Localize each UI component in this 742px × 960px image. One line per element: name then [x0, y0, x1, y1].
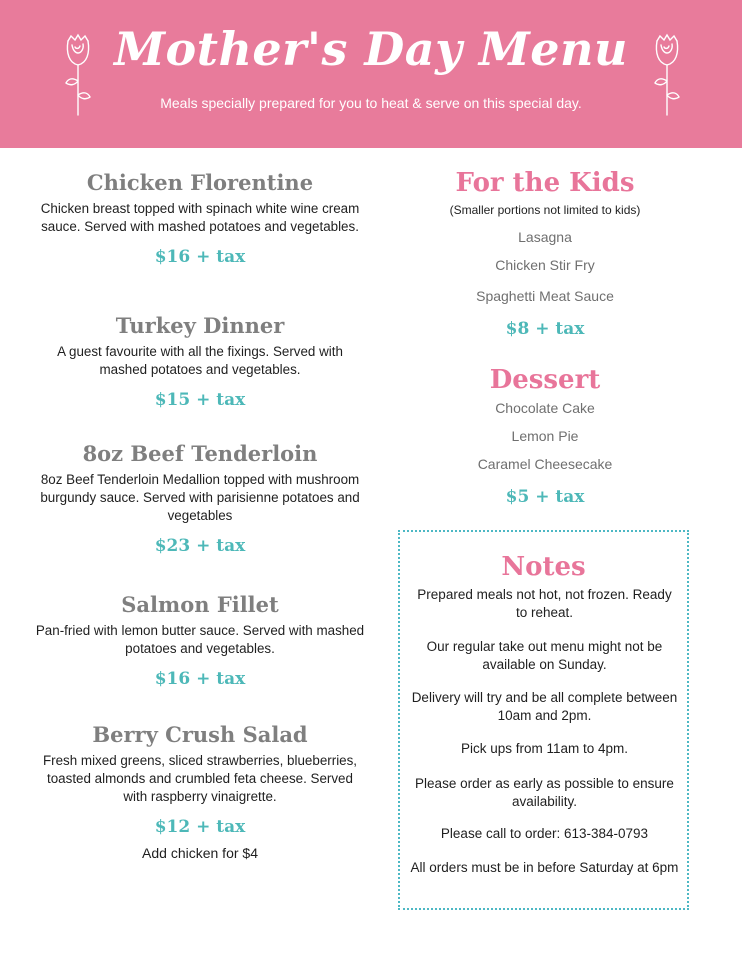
menu-item-description: A guest favourite with all the fixings. Served with mashed potatoes and vegetables. — [57, 344, 343, 377]
note-item: Delivery will try and be all complete between 10am and 2pm. — [411, 690, 678, 723]
dessert-menu-item: Lemon Pie — [511, 428, 579, 444]
menu-item-addon: Add chicken for $4 — [142, 845, 258, 861]
dessert-menu-item: Caramel Cheesecake — [477, 456, 613, 472]
menu-item-price: $16 + tax — [154, 247, 246, 267]
kids-price: $8 + tax — [505, 319, 585, 339]
kids-section-note: (Smaller portions not limited to kids) — [449, 203, 641, 217]
menu-item-description: Chicken breast topped with spinach white wine cream sauce. Served with mashed potatoes and vegetables. — [40, 201, 360, 234]
menu-item-description: Pan-fried with lemon butter sauce. Served with mashed potatoes and vegetables. — [35, 623, 365, 656]
note-item: Our regular take out menu might not be available on Sunday. — [426, 639, 663, 672]
note-item: All orders must be in before Saturday at 6pm — [410, 860, 679, 875]
menu-item-price: $12 + tax — [154, 817, 246, 837]
page-title: Mother's Day Menu — [114, 22, 628, 76]
dessert-price: $5 + tax — [505, 487, 585, 507]
menu-item-price: $23 + tax — [154, 536, 246, 556]
kids-section-title: For the Kids — [455, 168, 635, 198]
menu-item — [35, 441, 365, 557]
menu-item — [35, 170, 365, 268]
menu-item — [35, 592, 365, 690]
kids-menu-item: Spaghetti Meat Sauce — [476, 288, 614, 304]
menu-item-description: Fresh mixed greens, sliced strawberries, blueberries, toasted almonds and crumbled feta cheese. Served with raspberry vinaigrette. — [42, 753, 358, 804]
kids-menu-item: Lasagna — [518, 229, 572, 245]
header-banner — [0, 0, 742, 148]
page-subtitle: Meals specially prepared for you to heat & serve on this special day. — [160, 95, 582, 111]
note-item: Please call to order: 613-384-0793 — [440, 826, 649, 841]
menu-item — [35, 722, 365, 862]
note-item: Please order as early as possible to ensure availability. — [415, 776, 674, 809]
dessert-menu-item: Chocolate Cake — [495, 400, 595, 416]
menu-item — [35, 313, 365, 411]
notes-title: Notes — [501, 552, 586, 582]
menu-item-name: Chicken Florentine — [86, 170, 314, 195]
notes-box — [398, 530, 689, 910]
note-item: Prepared meals not hot, not frozen. Ready to reheat. — [417, 587, 672, 620]
kids-menu-item: Chicken Stir Fry — [495, 257, 595, 273]
rose-icon — [652, 33, 682, 117]
dessert-section-title: Dessert — [489, 365, 601, 395]
menu-item-name: Turkey Dinner — [115, 313, 285, 338]
menu-item-description: 8oz Beef Tenderloin Medallion topped with mushroom burgundy sauce. Served with parisienne potatoes and vegetables — [40, 472, 360, 523]
menu-item-name: 8oz Beef Tenderloin — [82, 441, 318, 466]
menu-item-name: Berry Crush Salad — [92, 722, 308, 747]
menu-item-name: Salmon Fillet — [121, 592, 279, 617]
menu-item-price: $15 + tax — [154, 390, 246, 410]
menu-item-price: $16 + tax — [154, 669, 246, 689]
note-item: Pick ups from 11am to 4pm. — [460, 741, 629, 756]
